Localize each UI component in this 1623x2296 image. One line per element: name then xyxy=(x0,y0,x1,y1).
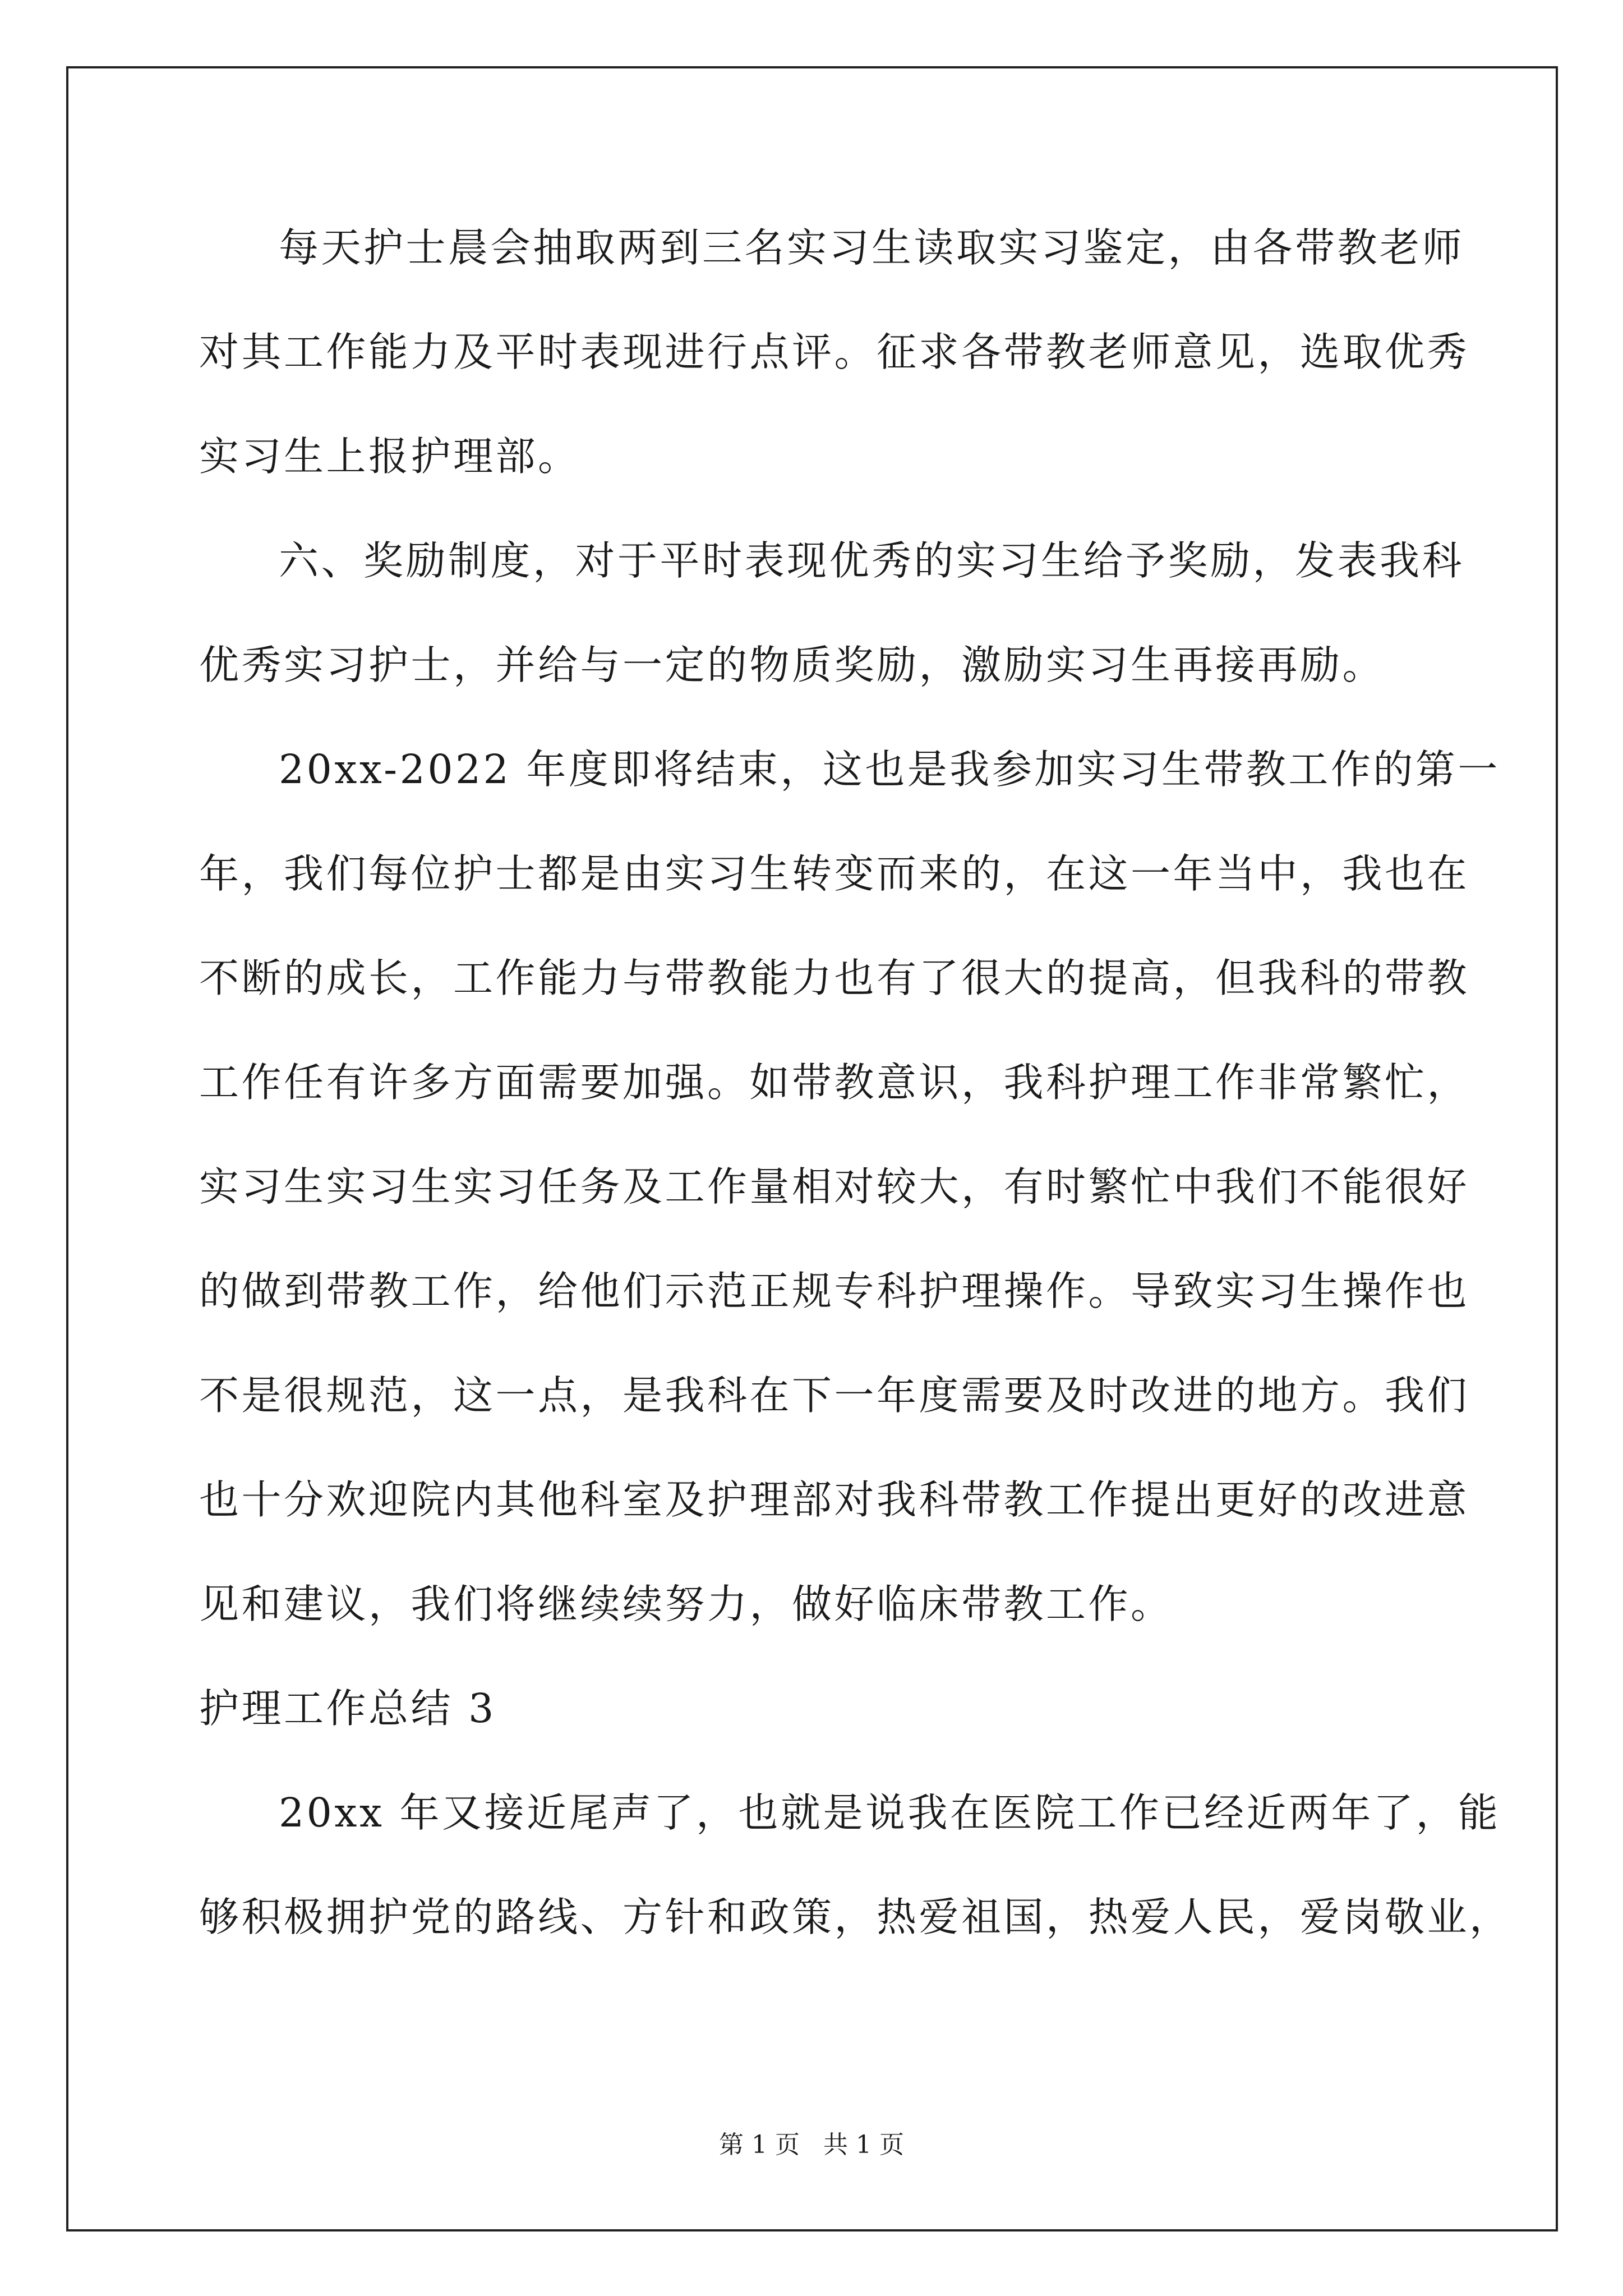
text-line: 对其工作能力及平时表现进行点评。征求各带教老师意见，选取优秀 xyxy=(199,329,1470,375)
text-line: 也十分欢迎院内其他科室及护理部对我科带教工作提出更好的改进意 xyxy=(199,1476,1470,1523)
text-line: 实习生实习生实习任务及工作量相对较大，有时繁忙中我们不能很好 xyxy=(199,1163,1470,1210)
text-line: 不是很规范，这一点，是我科在下一年度需要及时改进的地方。我们 xyxy=(199,1372,1470,1419)
text-line: 年，我们每位护士都是由实习生转变而来的，在这一年当中，我也在 xyxy=(199,850,1470,897)
text-line: 每天护士晨会抽取两到三名实习生读取实习鉴定，由各带教老师 xyxy=(279,224,1465,271)
text-line: 工作任有许多方面需要加强。如带教意识，我科护理工作非常繁忙， xyxy=(199,1059,1470,1106)
text-line: 够积极拥护党的路线、方针和政策，热爱祖国，热爱人民，爱岗敬业， xyxy=(199,1894,1512,1940)
text-line: 20xx 年又接近尾声了，也就是说我在医院工作已经近两年了，能 xyxy=(279,1789,1501,1836)
text-line: 实习生上报护理部。 xyxy=(199,433,580,480)
page-footer: 第 1 页 共 1 页 xyxy=(719,2131,904,2159)
text-line: 优秀实习护士，并给与一定的物质奖励，激励实习生再接再励。 xyxy=(199,642,1385,688)
text-line: 六、奖励制度，对于平时表现优秀的实习生给予奖励，发表我科 xyxy=(279,537,1465,584)
section-heading: 护理工作总结 3 xyxy=(199,1685,496,1732)
text-line: 20xx-2022 年度即将结束，这也是我参加实习生带教工作的第一 xyxy=(279,746,1500,793)
text-line: 不断的成长，工作能力与带教能力也有了很大的提高，但我科的带教 xyxy=(199,955,1470,1001)
text-line: 的做到带教工作，给他们示范正规专科护理操作。导致实习生操作也 xyxy=(199,1268,1470,1314)
text-line: 见和建议，我们将继续续努力，做好临床带教工作。 xyxy=(199,1581,1173,1627)
